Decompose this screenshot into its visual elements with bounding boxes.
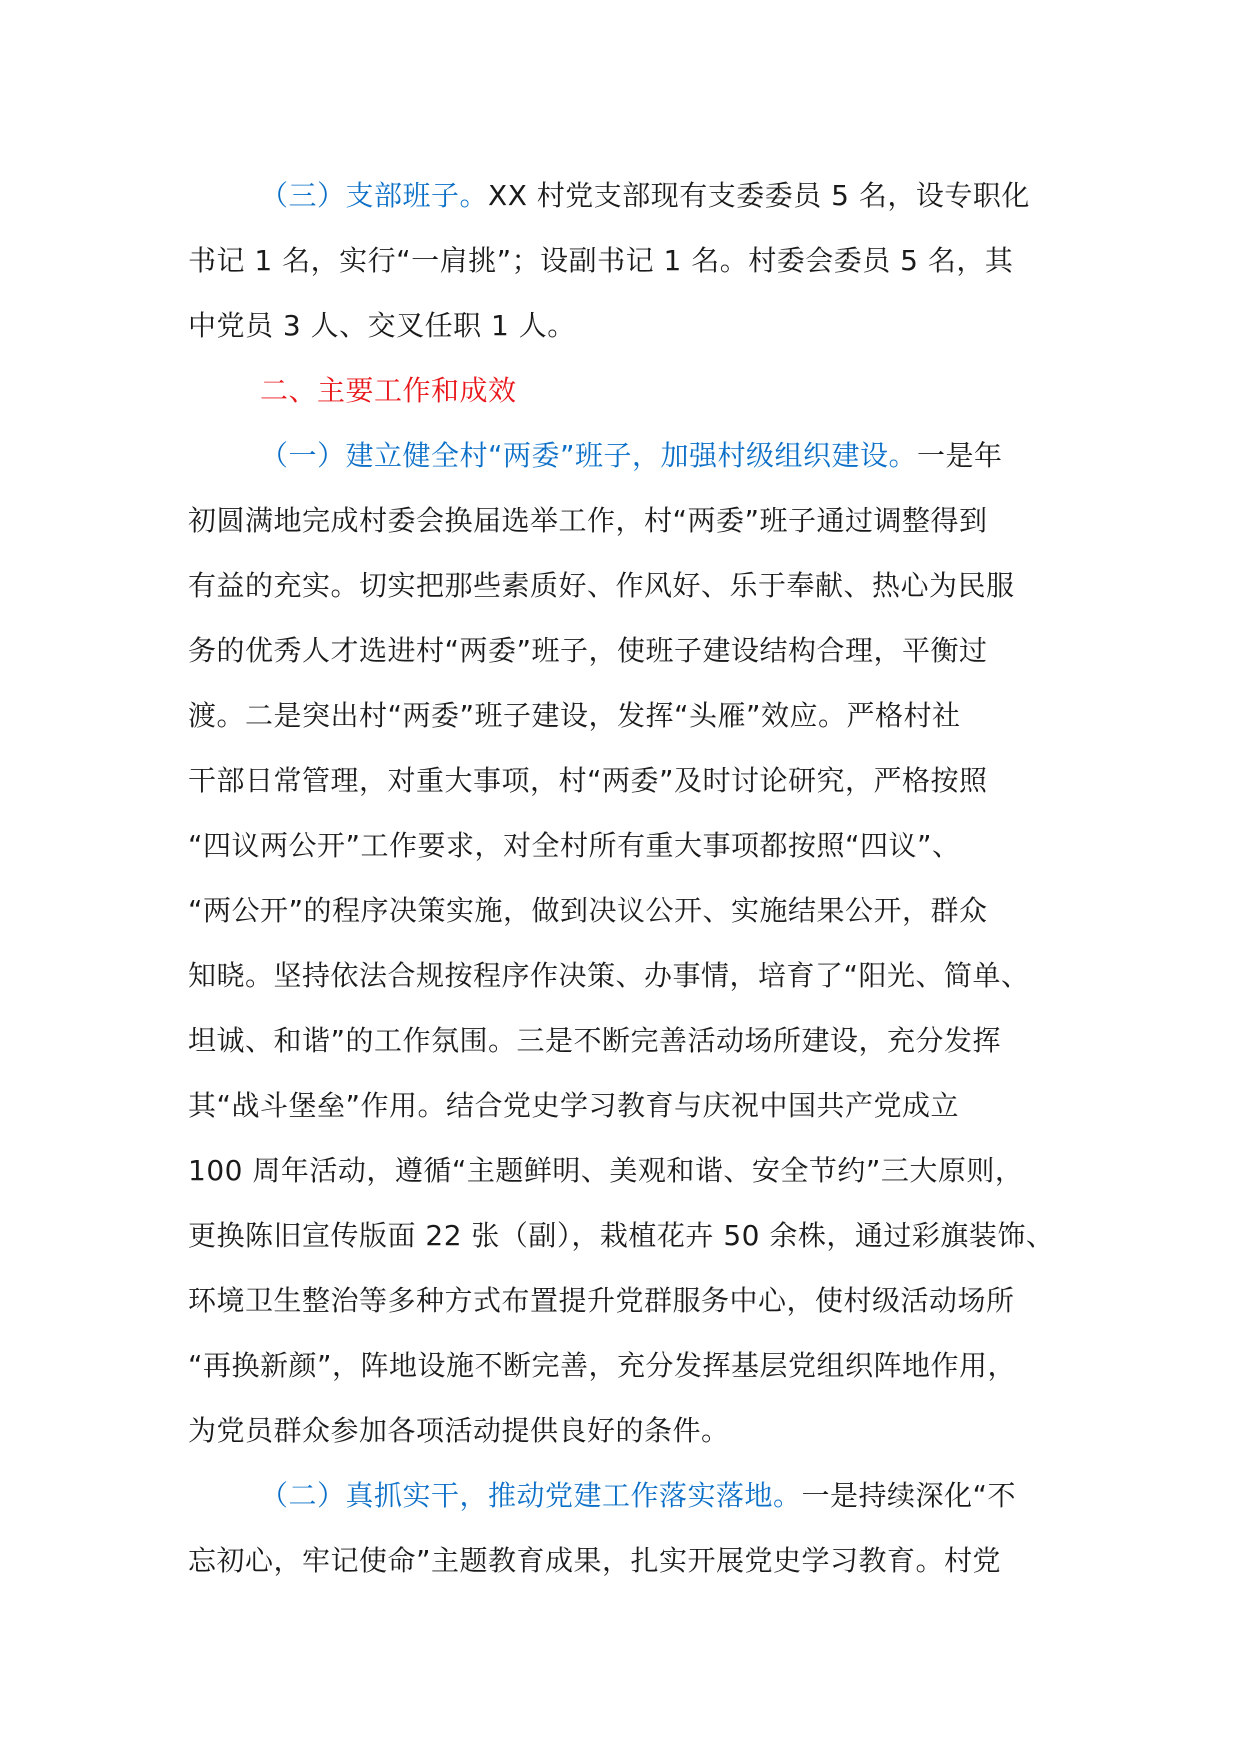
item-1-line: 为党员群众参加各项活动提供良好的条件。 bbox=[188, 1414, 730, 1447]
section-3-line-3: 中党员 3 人、交叉任职 1 人。 bbox=[188, 309, 576, 342]
item-1-line-1 bbox=[188, 423, 1068, 488]
item-1-line: “四议两公开”工作要求，对全村所有重大事项都按照“四议”、 bbox=[188, 829, 961, 862]
section-3-line-1 bbox=[188, 163, 1068, 228]
item-1-line: 有益的充实。切实把那些素质好、作风好、乐于奉献、热心为民服 bbox=[188, 569, 1015, 602]
item-1-line: 其“战斗堡垒”作用。结合党史学习教育与庆祝中国共产党成立 bbox=[188, 1089, 960, 1122]
item-1-line: “两公开”的程序决策实施，做到决议公开、实施结果公开，群众 bbox=[188, 894, 988, 927]
item-2-line-2: 忘初心，牢记使命”主题教育成果，扎实开展党史学习教育。村党 bbox=[188, 1544, 1002, 1577]
body-text: XX 村党支部现有支委委员 5 名，设专职化 bbox=[488, 179, 1030, 212]
item-2-heading: （二）真抓实干，推动党建工作落实落地。 bbox=[260, 1479, 802, 1512]
item-1-line: 更换陈旧宣传版面 22 张（副），栽植花卉 50 余株，通过彩旗装饰、 bbox=[188, 1219, 1055, 1252]
item-2-line-1 bbox=[188, 1463, 1068, 1528]
item-1-heading: （一）建立健全村“两委”班子，加强村级组织建设。 bbox=[260, 439, 918, 472]
item-1-line: 务的优秀人才选进村“两委”班子，使班子建设结构合理，平衡过 bbox=[188, 634, 988, 667]
item-1-line: 100 周年活动，遵循“主题鲜明、美观和谐、安全节约”三大原则， bbox=[188, 1154, 1024, 1187]
body-text: 一是持续深化“不 bbox=[801, 1479, 1017, 1512]
item-1-line: 干部日常管理，对重大事项，村“两委”及时讨论研究，严格按照 bbox=[188, 764, 988, 797]
item-1-line: 初圆满地完成村委会换届选举工作，村“两委”班子通过调整得到 bbox=[188, 504, 988, 537]
item-1-line: “再换新颜”，阵地设施不断完善，充分发挥基层党组织阵地作用， bbox=[188, 1349, 1017, 1382]
section-3-heading: （三）支部班子。 bbox=[260, 179, 489, 212]
item-1-line: 环境卫生整治等多种方式布置提升党群服务中心，使村级活动场所 bbox=[188, 1284, 1015, 1317]
item-1-line: 渡。二是突出村“两委”班子建设，发挥“头雁”效应。严格村社 bbox=[188, 699, 961, 732]
item-1-line: 知晓。坚持依法合规按程序作决策、办事情，培育了“阳光、简单、 bbox=[188, 959, 1030, 992]
part-2-title: 二、主要工作和成效 bbox=[260, 374, 517, 407]
item-1-line: 坦诚、和谐”的工作氛围。三是不断完善活动场所建设，充分发挥 bbox=[188, 1024, 1002, 1057]
section-3-line-2: 书记 1 名，实行“一肩挑”；设副书记 1 名。村委会委员 5 名，其 bbox=[188, 244, 1014, 277]
body-text: 一是年 bbox=[917, 439, 1003, 472]
document-page bbox=[188, 163, 1068, 1593]
